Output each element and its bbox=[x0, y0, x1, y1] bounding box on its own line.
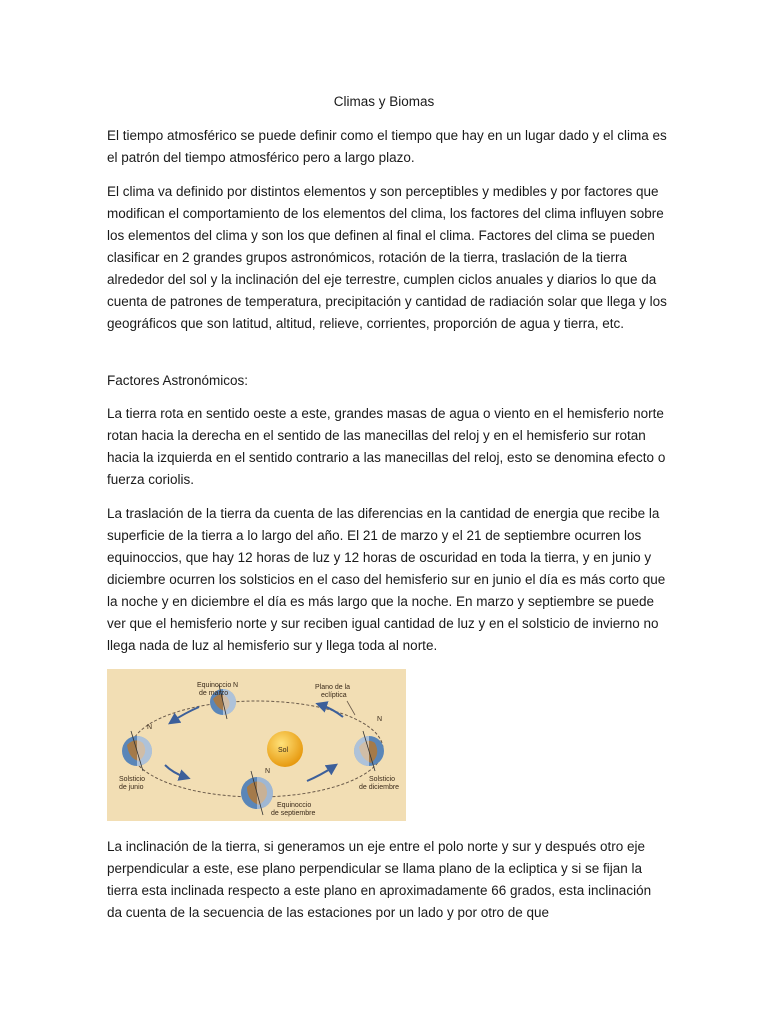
paragraph-climate-factors: El clima va definido por distintos elementos y son perceptibles y medibles y por factores que modifican el comportamiento de los elementos del clima, los factores del clima influyen sobre los elementos del clima y son los que definen al final el clima. Factores del clima se pueden clasificar en 2 grandes grupos astronómicos, rotación de la tierra, traslación de la tierra alrededor del sol y la inclinación del eje terrestre, cumplen ciclos anuales y diarios lo que da cuenta de patrones de temperatura, precipitación y cantidad de radiación solar que llega y los geográficos que son latitud, altitud, relieve, corrientes, proporción de agua y tierra, etc. bbox=[107, 184, 667, 331]
orbit-arrow-right-bottom bbox=[307, 767, 333, 781]
north-marker-september: N bbox=[265, 768, 271, 775]
earth-orbit-svg bbox=[107, 669, 406, 821]
equinox-march-label-2: de marzo bbox=[199, 690, 229, 697]
paragraph-rotation-coriolis: La tierra rota en sentido oeste a este, grandes masas de agua o viento en el hemisferio norte rotan hacia la derecha en el sentido de las manecillas del reloj y en el hemisferio sur rotan hacia la izquierda en el sentido contrario a las manecillas del reloj, esto se denomina efecto o fuerza coriolis. bbox=[107, 406, 666, 487]
paragraph-earth-tilt: La inclinación de la tierra, si generamos un eje entre el polo norte y sur y después otro eje perpendicular a este, ese plano perpendicular se llama plano de la ecliptica y si se fijan la tierra esta inclinada respecto a este plano en aproximadamente 66 grados, esta inclinación da cuenta de la secuencia de las estaciones por un lado y por otro de que bbox=[107, 839, 652, 920]
solstice-june-label-2: de junio bbox=[119, 784, 144, 791]
solstice-december-label-2: de diciembre bbox=[359, 784, 400, 791]
north-marker-march: N bbox=[233, 682, 239, 689]
paragraph-translation-seasons: La traslación de la tierra da cuenta de las diferencias en la cantidad de energia que recibe la superficie de la tierra a lo largo del año. El 21 de marzo y el 21 de septiembre ocurren los equinoccios, que hay 12 horas de luz y 12 horas de oscuridad en toda la tierra, y en junio y diciembre ocurren los solsticios en el caso del hemisferio sur en junio el día es más corto que la noche y en diciembre el día es más largo que la noche. En marzo y septiembre se puede ver que el hemisferio norte y sur reciben igual cantidad de luz y en el solsticio de invierno no llega nada de luz al hemisferio sur y llega toda al norte. bbox=[107, 506, 666, 653]
solstice-december-label-1: Solsticio bbox=[369, 776, 396, 783]
equinox-september-label-2: de septiembre bbox=[271, 810, 316, 817]
earth-orbit-diagram bbox=[107, 669, 406, 821]
orbit-arrow-left-top bbox=[173, 707, 199, 721]
orbit-arrow-right-top bbox=[321, 705, 343, 717]
sun-label: Sol bbox=[278, 747, 289, 754]
section-heading-astronomical-factors: Factores Astronómicos: bbox=[107, 373, 249, 388]
plane-label-2: eclíptica bbox=[321, 692, 347, 699]
plane-pointer-line bbox=[347, 701, 355, 715]
plane-label-1: Plano de la bbox=[315, 684, 351, 691]
north-marker-december: N bbox=[377, 716, 383, 723]
paragraph-weather-definition: El tiempo atmosférico se puede definir como el tiempo que hay en un lugar dado y el clima es el patrón del tiempo atmosférico pero a largo plazo. bbox=[107, 128, 667, 165]
solstice-june-label-1: Solsticio bbox=[119, 776, 146, 783]
north-marker-june: N bbox=[147, 724, 153, 731]
equinox-september-label-1: Equinoccio bbox=[277, 802, 312, 809]
equinox-march-label-1: Equinoccio bbox=[197, 682, 232, 689]
document-title: Climas y Biomas bbox=[333, 94, 435, 109]
orbit-arrow-left-bottom bbox=[165, 765, 185, 777]
